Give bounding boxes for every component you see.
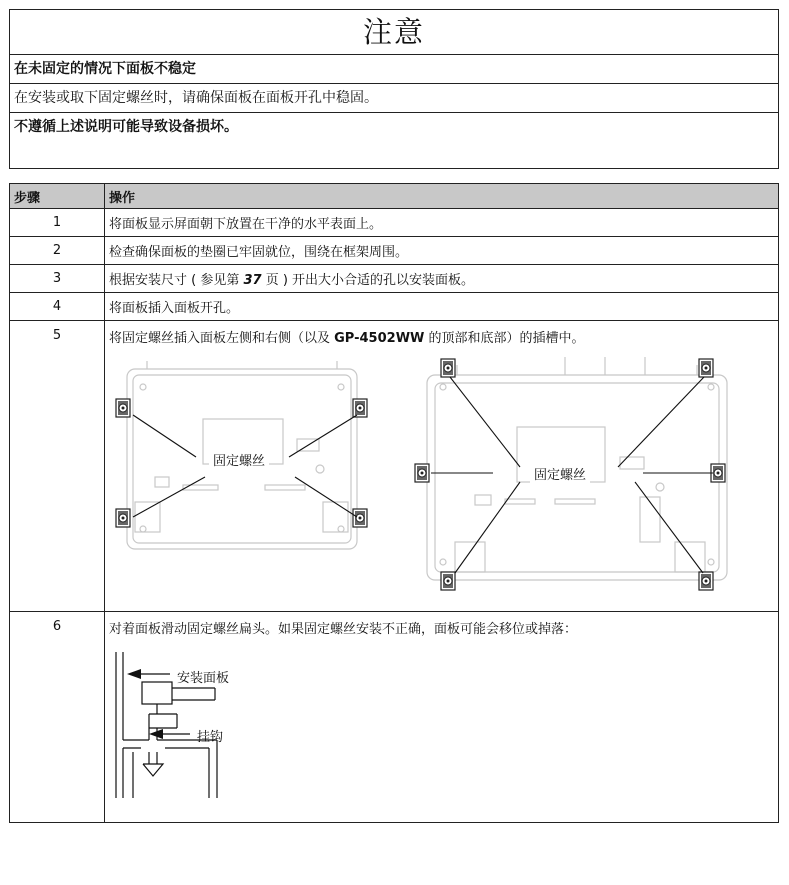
steps-table [9, 183, 779, 823]
step-number: 3 [10, 265, 105, 293]
hook-label: 挂钩 [197, 730, 224, 745]
caution-box [9, 9, 779, 169]
clip-icon [699, 359, 713, 377]
step-number: 6 [10, 612, 105, 823]
header-action: 操作 [105, 184, 779, 209]
clip-icon [116, 509, 130, 527]
clip-icon [353, 509, 367, 527]
step-action: 将面板插入面板开孔。 [105, 293, 779, 321]
table-row [10, 612, 779, 823]
table-row [10, 293, 779, 321]
step-number: 4 [10, 293, 105, 321]
clip-icon [699, 572, 713, 590]
step-action [105, 612, 779, 823]
step-number: 1 [10, 209, 105, 237]
table-row [10, 265, 779, 293]
step-action: 将面板显示屏面朝下放置在干净的水平表面上。 [105, 209, 779, 237]
action-text: 根据安装尺寸 ( 参见第 [109, 273, 244, 288]
caution-warning: 不遵循上述说明可能导致设备损坏。 [14, 119, 238, 135]
clip-icon [116, 399, 130, 417]
action-text: 页 ) 开出大小合适的孔以安装面板。 [261, 273, 475, 288]
table-header-row [10, 184, 779, 209]
fixture-diagram [105, 347, 778, 607]
table-row [10, 321, 779, 612]
step-action: 检查确保面板的垫圈已牢固就位，围绕在框架周围。 [105, 237, 779, 265]
header-step: 步骤 [10, 184, 105, 209]
clip-icon [441, 359, 455, 377]
action-text: 对着面板滑动固定螺丝扁头。如果固定螺丝安装不正确，面板可能会移位或掉落： [109, 622, 578, 637]
caution-title: 注意 [10, 10, 778, 55]
mounting-panel-label: 安装面板 [177, 671, 230, 686]
action-text: 将固定螺丝插入面板左侧和右侧（以及 GP-4502WW 的顶部和底部）的插槽中。 [109, 331, 585, 346]
page-reference-link[interactable]: 37 [243, 273, 262, 288]
table-row [10, 209, 779, 237]
step-action [105, 321, 779, 612]
hook-diagram [105, 638, 778, 818]
step-number: 5 [10, 321, 105, 612]
model-name: GP-4502WW [334, 331, 425, 346]
step-action [105, 265, 779, 293]
fixing-screw-label: 固定螺丝 [530, 464, 590, 483]
clip-icon [415, 464, 429, 482]
caution-heading: 在未固定的情况下面板不稳定 [10, 55, 778, 84]
step-number: 2 [10, 237, 105, 265]
clip-icon [353, 399, 367, 417]
fixture-diagram-svg [105, 347, 783, 602]
fixing-screw-label: 固定螺丝 [209, 450, 269, 469]
caution-instruction: 在安装或取下固定螺丝时，请确保面板在面板开孔中稳固。 [10, 84, 778, 113]
clip-icon [711, 464, 725, 482]
table-row [10, 237, 779, 265]
clip-icon [441, 572, 455, 590]
